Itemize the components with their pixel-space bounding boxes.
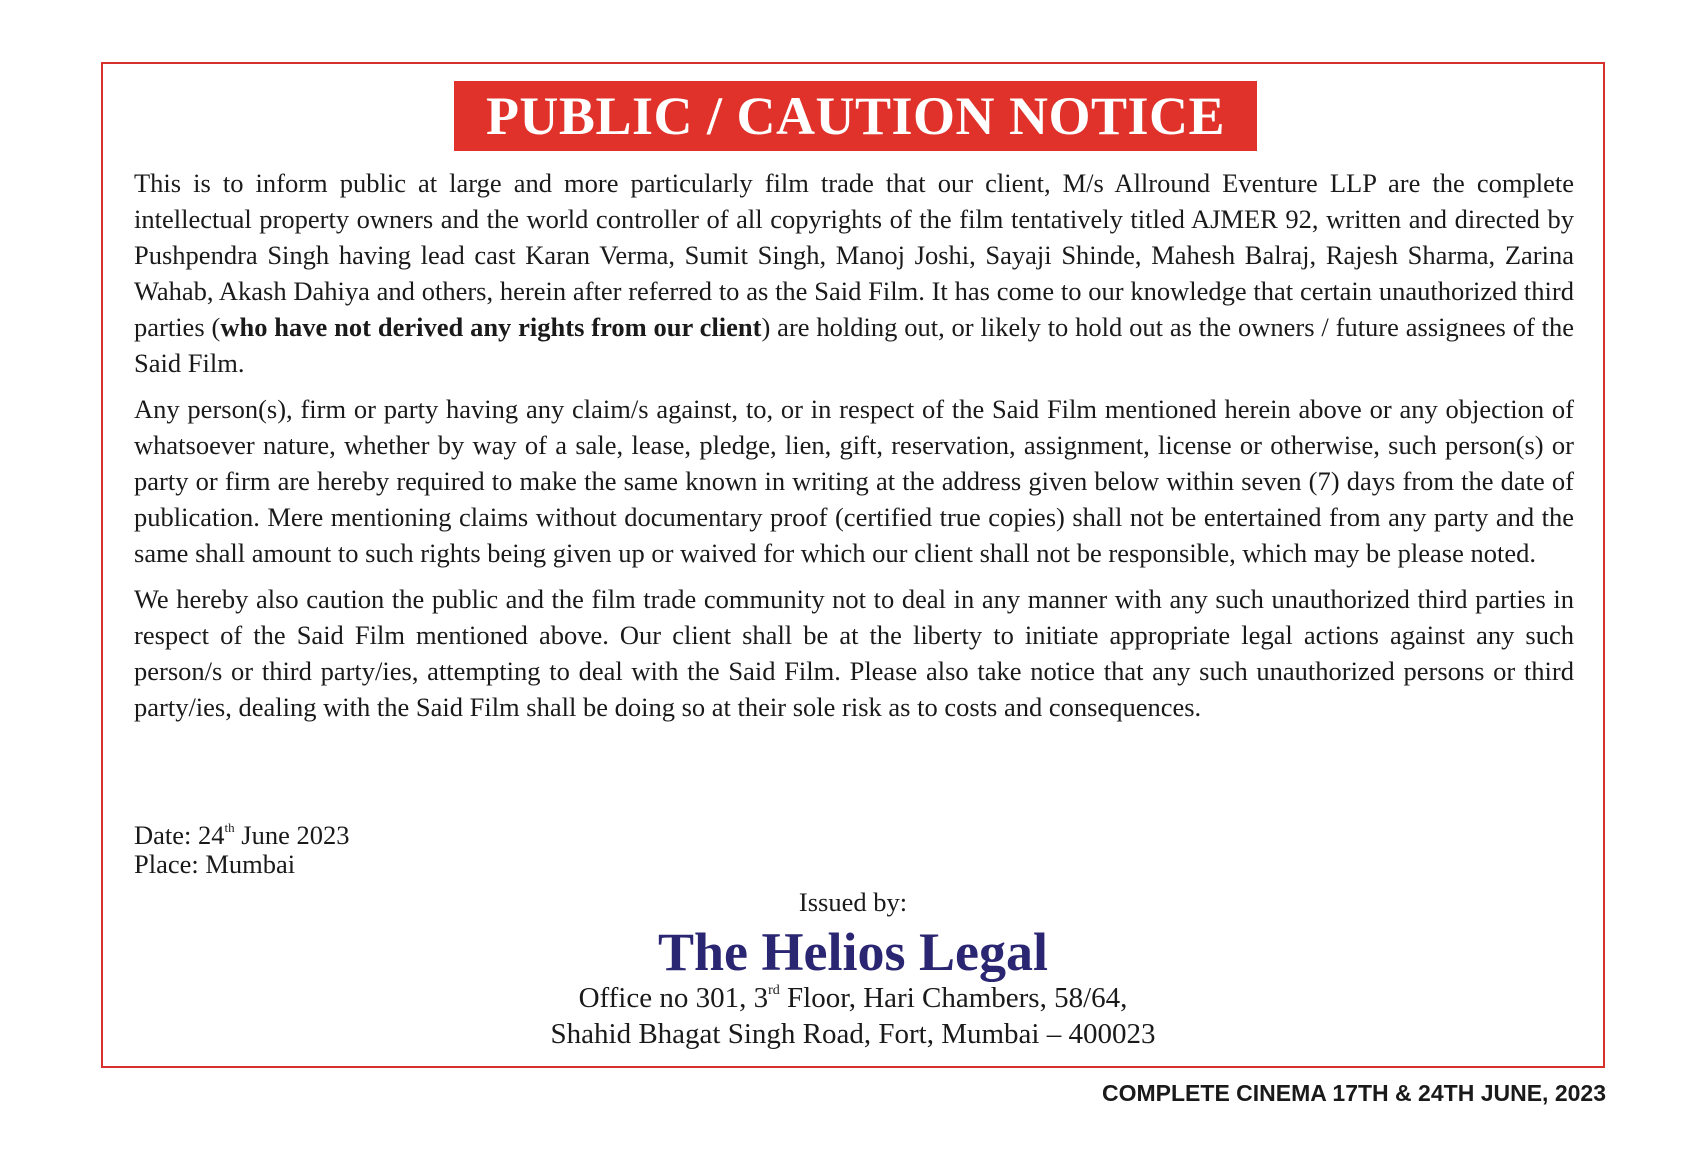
address-line-1-end: Floor, Hari Chambers, 58/64, — [779, 982, 1128, 1014]
paragraph-1-start: This is to inform public at large and more particularly film trade that our client, M/s Allround Eventure LLP are the complete intellectual property owners and the world controller of all copyrights of the film tentatively titled AJMER 92, written and directed by Pushpendra Singh having lead cast Karan Verma, Sumit Singh, Manoj Joshi, Sayaji Shinde, Mahesh Balraj, Rajesh Sharma, Zarina Wahab, Akash Dahiya and others, herein after referred to as the Said Film. It has come to our knowledge that certain unauthorized third parties ( — [134, 168, 1574, 342]
date-suffix: th — [224, 820, 235, 835]
date-place-block — [134, 821, 349, 879]
firm-address — [103, 980, 1603, 1052]
place-line: Place: Mumbai — [134, 849, 296, 879]
notice-box — [101, 62, 1605, 1068]
address-line-1-start: Office no 301, 3 — [578, 982, 769, 1014]
paragraph-3: We hereby also caution the public and the film trade community not to deal in any manner with any such unauthorized third parties in respect of the Said Film mentioned above. Our client shall be at the liberty to initiate appropriate legal actions against any such person/s or third party/ies, attempting to deal with the Said Film. Please also take notice that any such unauthorized persons or third party/ies, dealing with the Said Film shall be doing so at their sole risk as to costs and consequences. — [134, 584, 1574, 722]
notice-title: PUBLIC / CAUTION NOTICE — [454, 81, 1257, 151]
firm-name: The Helios Legal — [658, 922, 1048, 982]
address-line-1 — [103, 980, 1603, 1016]
date-label: Date: 24 — [134, 820, 225, 850]
date-rest: June 2023 — [234, 820, 350, 850]
notice-body — [134, 165, 1574, 735]
address-floor-suffix: rd — [768, 983, 780, 998]
date-line — [134, 821, 349, 850]
issued-by-label: Issued by: — [798, 887, 908, 917]
paragraph-2: Any person(s), firm or party having any claim/s against, to, or in respect of the Said Film mentioned herein above or any objection of whatsoever nature, whether by way of a sale, lease, pledge, lien, gift, reservation, assignment, license or otherwise, such person(s) or party or firm are hereby required to make the same known in writing at the address given below within seven (7) days from the date of publication. Mere mentioning claims without documentary proof (certified true copies) shall not be entertained from any party and the same shall amount to such rights being given up or waived for which our client shall not be responsible, which may be please noted. — [134, 394, 1574, 568]
paragraph-1-bold: who have not derived any rights from our client — [220, 312, 762, 342]
paragraph-1 — [134, 165, 1574, 381]
address-line-2: Shahid Bhagat Singh Road, Fort, Mumbai – 400023 — [550, 1018, 1156, 1050]
paragraph-1-end: ) are holding out, or likely to hold out as the owners / future assignees of the Said Film. — [134, 312, 1574, 378]
publication-credit: COMPLETE CINEMA 17TH & 24TH JUNE, 2023 — [1102, 1080, 1606, 1106]
